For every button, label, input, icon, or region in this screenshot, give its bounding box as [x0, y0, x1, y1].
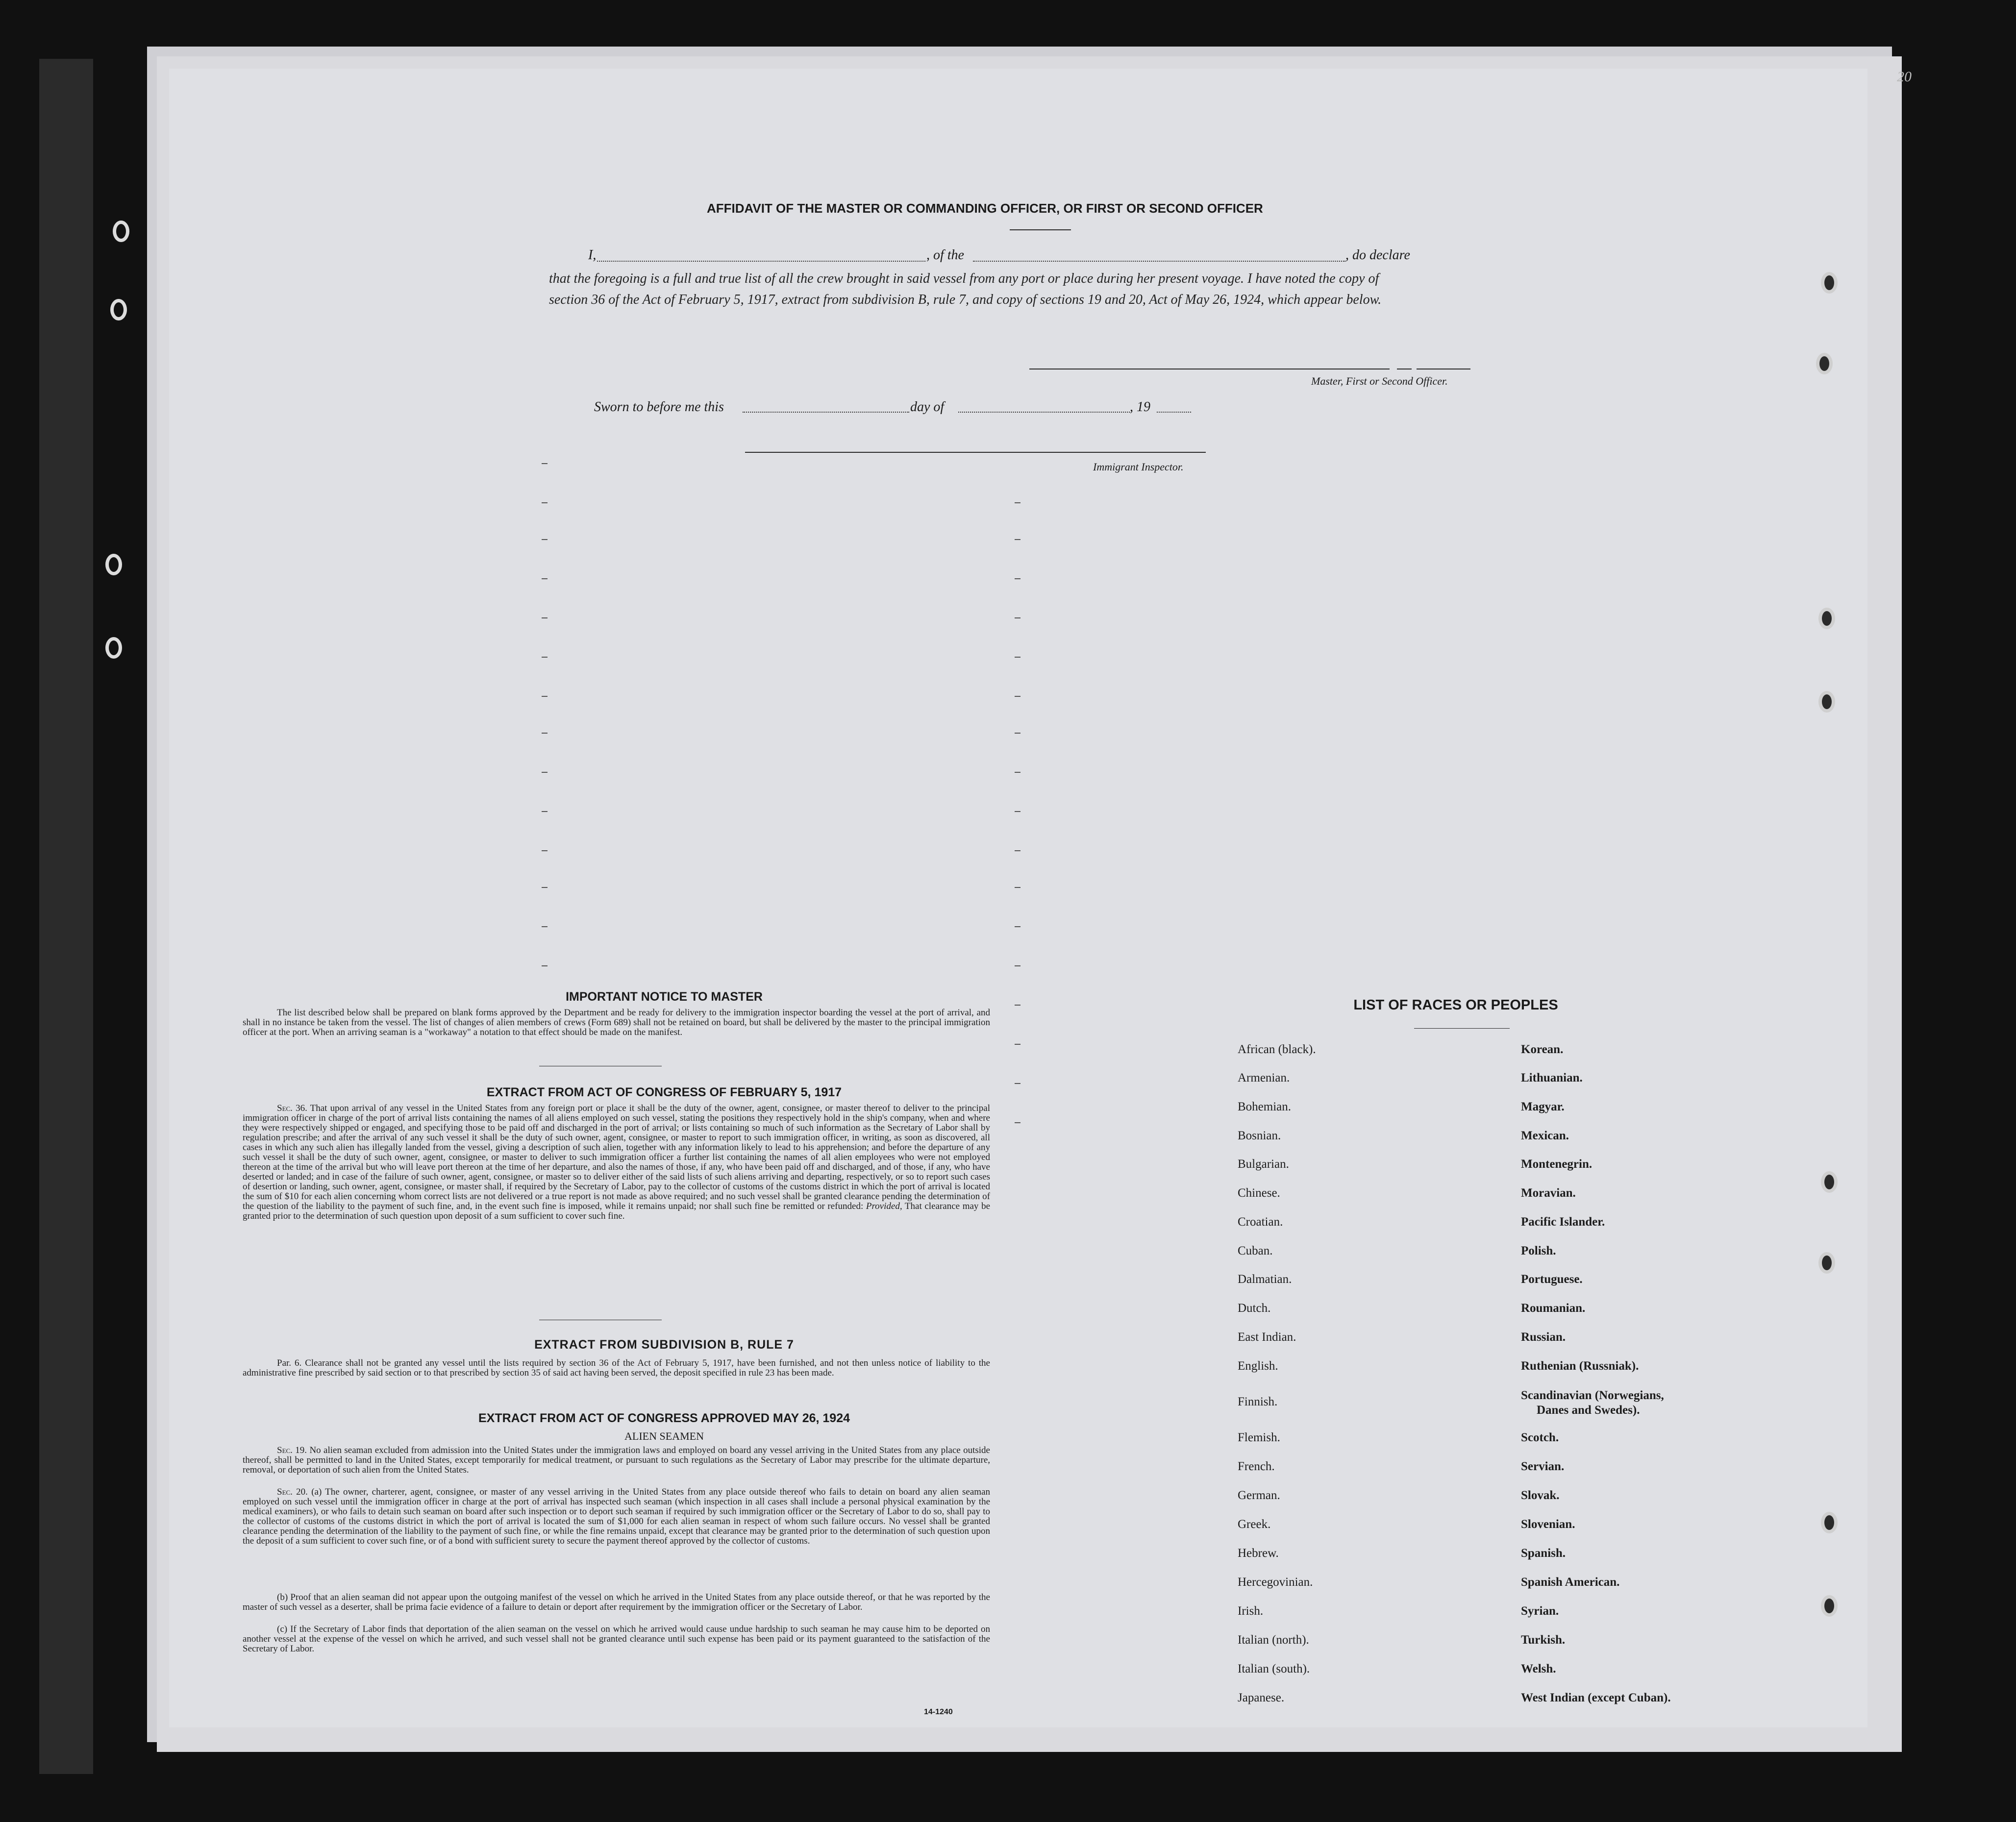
margin-mark [542, 578, 548, 579]
race-right: Turkish. [1521, 1633, 1566, 1647]
form-number: 14-1240 [924, 1708, 953, 1716]
race-right: Montenegrin. [1521, 1157, 1593, 1171]
affidavit-declare-label: , do declare [1345, 247, 1410, 263]
race-left: Japanese. [1238, 1691, 1285, 1704]
margin-mark [1015, 617, 1020, 618]
margin-mark [542, 965, 548, 966]
margin-mark [542, 539, 548, 540]
race-left: Armenian. [1238, 1071, 1290, 1084]
sworn-day-field[interactable] [743, 412, 909, 413]
race-left: Greek. [1238, 1518, 1271, 1531]
race-right: Scandinavian (Norwegians, [1521, 1389, 1664, 1402]
margin-mark [1015, 657, 1020, 658]
race-left: French. [1238, 1460, 1275, 1473]
binder-hole-icon [1818, 1252, 1835, 1274]
binder-strip [39, 59, 93, 1774]
margin-mark [1015, 926, 1020, 927]
race-left: Croatian. [1238, 1215, 1283, 1229]
margin-mark [1015, 1005, 1020, 1006]
sec20a-body: (a) The owner, charterer, agent, consignee, or master of any vessel arriving in the United States from any place outside thereof who fails to detain on board any alien seaman employed on such vessel until the immigration officer in charge at the port of arrival has inspected such seaman (which inspection in all cases shall include a personal physical examination by the medical examiners), or who fails to detain such seaman on board after such inspection or to deport such seaman if required by such immigration officer or the Secretary of Labor to do so, shall pay to the collector of customs of the customs district in which the port of arrival is located the sum of $1,000 for each alien seaman in respect of whom such failure occurs. No vessel shall be granted clearance pending the determination of the liability to the payment of such fine, or while the fine remains unpaid, except that clearance may be granted prior to the determination of such question upon the deposit of a sum sufficient to cover such fine, or of a bond with sufficient surety to secure the payment thereof approved by the collector of customs. [243, 1487, 990, 1546]
binder-hole-icon [105, 554, 122, 575]
sec20-label: Sec. 20. [277, 1487, 308, 1497]
extract-1917-text [243, 1104, 990, 1221]
sec36-label: Sec. 36. [277, 1103, 307, 1113]
race-left: Flemish. [1238, 1431, 1280, 1444]
race-right: Slovak. [1521, 1489, 1560, 1502]
race-left: African (black). [1238, 1043, 1316, 1056]
margin-mark [542, 463, 548, 464]
margin-mark [542, 772, 548, 773]
sec20c-text: (c) If the Secretary of Labor finds that deportation of the alien seaman on the vessel on which he arrived would cause undue hardship to such seaman he may cause him to be deported on another vessel at the expense of the vessel on which he arrived, and such vessel shall not be granted clearance until such expense has been paid or its payment guaranteed to the satisfaction of the Secretary of Labor. [243, 1624, 990, 1654]
margin-mark [1015, 502, 1020, 503]
race-right: Russian. [1521, 1330, 1566, 1344]
race-left: East Indian. [1238, 1330, 1296, 1344]
binder-hole-icon [113, 221, 129, 242]
binder-hole-icon [1821, 1512, 1838, 1533]
proviso-label: Provided, [866, 1201, 902, 1211]
race-right: Slovenian. [1521, 1518, 1575, 1531]
race-right: Roumanian. [1521, 1302, 1586, 1315]
race-left: Italian (north). [1238, 1633, 1309, 1647]
binder-hole-icon [1821, 1595, 1838, 1617]
race-left: German. [1238, 1489, 1280, 1502]
extract-rule7-text: Par. 6. Clearance shall not be granted any vessel until the lists required by section 36 of the Act of February 5, 1917, have been furnished, and not then unless notice of liability to the administrative fine prescribed by said section or to that prescribed by section 35 of said act having been served, the deposit specified in rule 23 has been made. [243, 1358, 990, 1378]
affidavit-title: AFFIDAVIT OF THE MASTER OR COMMANDING OFFICER, OR FIRST OR SECOND OFFICER [707, 201, 1263, 216]
margin-mark [1015, 578, 1020, 579]
title-underline [1010, 229, 1071, 230]
sec19-label: Sec. 19. [277, 1445, 307, 1455]
name-field[interactable] [597, 261, 925, 262]
race-left: Finnish. [1238, 1395, 1278, 1408]
binder-hole-icon [1818, 608, 1835, 629]
race-left: Dutch. [1238, 1302, 1271, 1315]
race-right: Korean. [1521, 1043, 1564, 1056]
race-right: Scotch. [1521, 1431, 1559, 1444]
race-right: Servian. [1521, 1460, 1565, 1473]
vessel-field[interactable] [973, 261, 1345, 262]
sec20a-text [243, 1487, 990, 1546]
race-left: Dalmatian. [1238, 1273, 1292, 1286]
race-left: Bohemian. [1238, 1100, 1292, 1113]
sworn-prefix: Sworn to before me this [594, 399, 724, 415]
affidavit-i-label: I, [588, 247, 597, 263]
sworn-year-field[interactable] [1157, 412, 1191, 413]
race-right: Magyar. [1521, 1100, 1565, 1113]
margin-mark [542, 733, 548, 734]
binder-hole-icon [110, 299, 127, 320]
margin-mark [1015, 733, 1020, 734]
alien-seamen-subtitle: ALIEN SEAMEN [624, 1430, 704, 1442]
binder-hole-icon [1816, 353, 1833, 374]
margin-mark [542, 926, 548, 927]
races-title: LIST OF RACES OR PEOPLES [1353, 997, 1558, 1013]
affidavit-of-label: , of the [926, 247, 964, 263]
notice-text: The list described below shall be prepared on blank forms approved by the Department and be ready for delivery to the immigration inspector boarding the vessel at the port of arrival, and shall in no instance be taken from the vessel. The list of changes of alien members of crews (Form 689) shall not be retained on board, but shall be delivered by the master to the principal immigration officer at the port. When an arriving seaman is a "workaway" a notation to that effect should be made on the manifest. [243, 1008, 990, 1037]
race-right: Spanish. [1521, 1547, 1566, 1560]
race-left: Irish. [1238, 1604, 1264, 1618]
binder-hole-icon [1818, 691, 1835, 713]
binder-hole-icon [1821, 1171, 1838, 1193]
race-right: Syrian. [1521, 1604, 1559, 1618]
race-left: Chinese. [1238, 1186, 1280, 1200]
race-right: Portuguese. [1521, 1273, 1583, 1286]
sec36-body: That upon arrival of any vessel in the United States from any foreign port or place it shall be the duty of the owner, agent, consignee, or master thereof to deliver to the principal immigration officer in charge of the port of arrival lists containing the names of all aliens employed on such vessel, stating the positions they respectively hold in the ship's company, when and where they were respectively shipped or engaged, and specifying those to be paid off and discharged in the port of arrival; or lists containing so much of such information as the Secretary of Labor shall by regulation prescribe; and after the arrival of any such vessel it shall be the duty of such owner, agent, consignee, or master to report to such immigration officer, in writing, as soon as discovered, all cases in which any such alien has illegally landed from the vessel, giving a description of such alien, together with any information likely to lead to his apprehension; and before the departure of any such vessel it shall be the duty of such owner, agent, consignee, or master to deliver to such immigration officer a further list containing the names of all alien employees who were not employed thereon at the time of the arrival but who will leave port thereon at the time of her departure, and also the names of those, if any, who have been paid off and discharged, and of those, if any, who have deserted or landed; and in case of the failure of such owner, agent, consignee, or master so to deliver either of the said lists of such aliens arriving and departing, respectively, or so to report such cases of desertion or landing, such owner, agent, consignee, or master shall, if required by the Secretary of Labor, pay to the collector of customs of the customs district in which the port of arrival is located the sum of $10 for each alien concerning whom correct lists are not delivered or a true report is not made as above required; and no such vessel shall be granted clearance pending the determination of the question of the liability to the payment of such fine, and, in the event such fine is imposed, while it remains unpaid; nor shall such fine be remitted or refunded: [243, 1103, 990, 1211]
margin-mark [1015, 1044, 1020, 1045]
margin-mark [542, 696, 548, 697]
inspector-signature-line[interactable] [745, 452, 1206, 453]
race-right: Ruthenian (Russniak). [1521, 1359, 1639, 1373]
race-left: Bosnian. [1238, 1129, 1281, 1142]
margin-mark [1015, 811, 1020, 812]
margin-mark [1015, 1083, 1020, 1084]
form-page [169, 69, 1867, 1727]
binder-hole-icon [1821, 272, 1838, 294]
sworn-month-field[interactable] [958, 412, 1130, 413]
margin-mark [1015, 965, 1020, 966]
race-right: Pacific Islander. [1521, 1215, 1605, 1229]
margin-mark [1015, 850, 1020, 851]
race-right: Welsh. [1521, 1662, 1556, 1675]
margin-mark [1015, 696, 1020, 697]
page-mark: 20 [1897, 69, 1912, 85]
sec19-text [243, 1446, 990, 1475]
race-right: Lithuanian. [1521, 1071, 1583, 1084]
margin-mark [542, 850, 548, 851]
notice-title: IMPORTANT NOTICE TO MASTER [566, 990, 763, 1004]
inspector-label: Immigrant Inspector. [1093, 461, 1184, 473]
sec19-body: No alien seaman excluded from admission into the United States under the immigration laws and employed on board any vessel arriving in the United States from any place outside thereof, shall be permitted to land in the United States, except temporarily for medical treatment, or pursuant to such regulations as the Secretary of Labor may prescribe for the ultimate departure, removal, or deportation of such alien from the United States. [243, 1445, 990, 1475]
margin-mark [1015, 1122, 1020, 1123]
sworn-year-label: , 19 [1130, 399, 1150, 415]
extract-1917-title: EXTRACT FROM ACT OF CONGRESS OF FEBRUARY 5, 1917 [486, 1085, 842, 1099]
race-right: Spanish American. [1521, 1576, 1620, 1589]
race-left: Hebrew. [1238, 1547, 1279, 1560]
race-right: Mexican. [1521, 1129, 1569, 1142]
margin-mark [542, 502, 548, 503]
margin-mark [542, 617, 548, 618]
signature-label: Master, First or Second Officer. [1311, 375, 1448, 387]
race-left: Cuban. [1238, 1244, 1273, 1257]
affidavit-statement: that the foregoing is a full and true list of all the crew brought in said vessel from any port or place during her present voyage. I have noted the copy of section 36 of the Act of February 5, 1917, extract from subdivision B, rule 7, and copy of sections 19 and 20, Act of May 26, 1924, which appear below. [549, 271, 1382, 307]
extract-rule7-title: EXTRACT FROM SUBDIVISION B, RULE 7 [534, 1338, 794, 1352]
sec20b-text: (b) Proof that an alien seaman did not appear upon the outgoing manifest of the vessel on which he arrived in the United States from any place outside thereof, or that he was reported by the master of such vessel as a deserter, shall be prima facie evidence of a failure to detain or deport after requirement by the immigration officer or the Secretary of Labor. [243, 1592, 990, 1612]
races-title-underline [1414, 1028, 1510, 1029]
margin-mark [1015, 772, 1020, 773]
margin-mark [1015, 539, 1020, 540]
margin-mark [542, 811, 548, 812]
margin-mark [542, 657, 548, 658]
race-right: West Indian (except Cuban). [1521, 1691, 1671, 1704]
race-left: Hercegovinian. [1238, 1576, 1313, 1589]
margin-mark [542, 887, 548, 888]
race-left: English. [1238, 1359, 1278, 1373]
binder-hole-icon [105, 637, 122, 659]
race-left: Bulgarian. [1238, 1157, 1289, 1171]
margin-mark [1015, 887, 1020, 888]
extract-1924-title: EXTRACT FROM ACT OF CONGRESS APPROVED MAY 26, 1924 [478, 1411, 850, 1425]
race-left: Italian (south). [1238, 1662, 1310, 1675]
race-right: Moravian. [1521, 1186, 1576, 1200]
sworn-day-label: day of [910, 399, 945, 415]
race-right: Danes and Swedes). [1537, 1403, 1640, 1417]
proviso-text: That clearance may be granted prior to the determination of such question upon deposit of a sum sufficient to cover such fine. [243, 1201, 991, 1221]
race-right: Polish. [1521, 1244, 1556, 1257]
